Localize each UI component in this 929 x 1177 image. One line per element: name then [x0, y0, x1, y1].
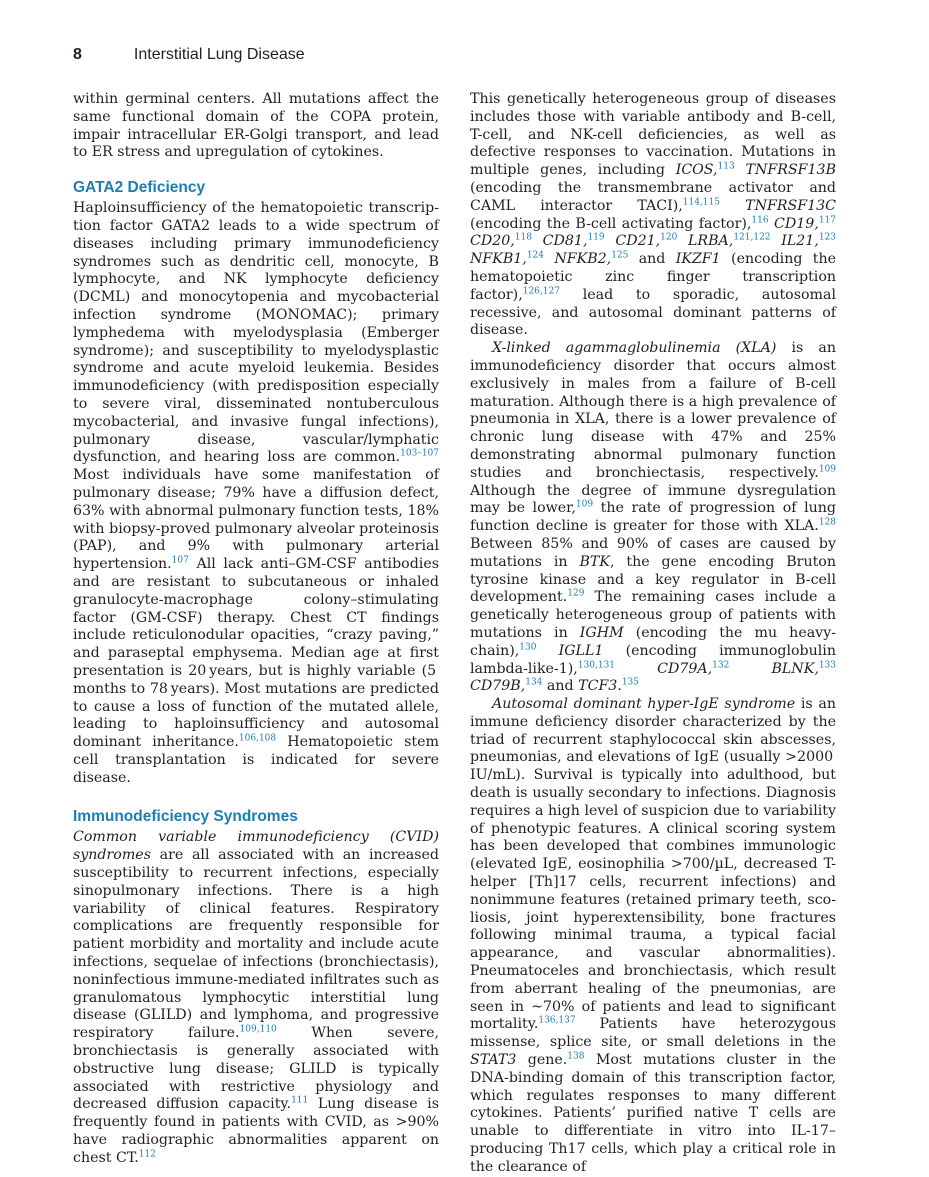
gene-lrba: LRBA, — [688, 233, 734, 250]
citation-ref[interactable]: 109 — [575, 499, 594, 510]
citation-ref[interactable]: 109 — [818, 464, 836, 474]
paragraph-copa-continued — [73, 91, 439, 162]
gene-igll1: IGLL1 — [558, 642, 604, 659]
term-cvid: Common variable immunodeficiency (CVID) syndromes — [73, 829, 439, 864]
paragraph-hyper-ige — [470, 696, 836, 1177]
citation-ref[interactable]: 116 — [751, 214, 769, 225]
gene-blnk: BLNK, — [771, 660, 819, 677]
text-run: The remaining cases include a genetically heterogeneous group of patients with mutations in — [470, 589, 836, 641]
text-run: within germinal centers. All mutations affect the same functional domain of the COPA protein, impair intracellular ER-Golgi transport, and lead to ER stress and upregulation of cytokines. — [73, 91, 439, 161]
text-run: is an immune deficiency disorder characterized by the triad of recurrent staphylococcal skin abscesses, pneumonias, and elevations of IgE (usually >2000 IU/mL). Survival is typically into adulthood, but death is usually secondary to infections. Diagnosis requires a high level of suspicion due to variability of phenotypic features. A clinical scoring system has been developed that combines immunologic (elevated IgE, eosinophilia >700/µL, decreased T-helper [Th]17 cells, recurrent infections) and nonimmune features (retained primary teeth, scoliosis, joint hyperextensibility, bone fractures following minimal trauma, a typical facial appearance, and vascular abnormalities). Pneumatoceles and bronchiectasis, which result from aberrant healing of the pneumonias, are seen in ~70% of patients and lead to significant mortality. — [470, 696, 836, 1033]
citation-ref[interactable]: 124 — [526, 250, 545, 261]
citation-ref[interactable]: 126,127 — [522, 286, 560, 297]
text-run: is an immunodeficiency disorder that occurs almost exclusively in males from a failure of B-cell maturation. Although there is a high prevalence of pneumonia in XLA, there is a lower prevalence of chronic lung disease with 47% and 25% demonstrating abnormal pulmonary function studies and bronchiectasis, respectively. — [470, 340, 836, 481]
citation-ref[interactable]: 134 — [525, 677, 543, 688]
text-run: All lack anti–GM-CSF antibodies and are resistant to subcutaneous or inhaled granulocyte-macrophage colony–stimulating factor (GM-CSF) therapy. Chest CT findings include reticulonodular opacities, “crazy paving,” and paraseptal emphysema. Median age at first presentation is 20 years, but is highly variable (5 months to 78 years). Most mutations are predicted to cause a loss of function of the mutated allele, leading to haploinsufficiency and autosomal dominant inheritance. — [73, 556, 439, 751]
text-run: (encoding the hematopoietic zinc finger transcription factor), — [470, 251, 836, 303]
citation-ref[interactable]: 119 — [587, 232, 605, 243]
running-header — [73, 46, 305, 64]
text-run: Lung disease is frequently found in patients with CVID, as >90% have radiographic abnormalities apparent on chest CT. — [73, 1096, 439, 1166]
text-run: the rate of progression of lung function decline is greater for those with XLA. — [470, 500, 836, 535]
citation-ref[interactable]: 123 — [818, 232, 836, 243]
gene-cd20: CD20, — [470, 233, 515, 250]
gene-tcf3: TCF3. — [578, 678, 622, 695]
citation-ref[interactable]: 120 — [660, 232, 678, 243]
citation-ref[interactable]: 125 — [611, 250, 629, 261]
gene-cd81: CD81, — [542, 233, 588, 250]
gene-tnfrsf13b: TNFRSF13B — [745, 162, 836, 179]
citation-ref[interactable]: 128 — [818, 517, 836, 528]
citation-ref[interactable]: 121,122 — [733, 232, 771, 243]
text-run: Although the degree of immune dysregulation may be lower, — [470, 482, 836, 517]
gene-icos: ICOS, — [675, 162, 718, 179]
paragraph-gata2 — [73, 200, 439, 787]
citation-ref[interactable]: 118 — [514, 232, 532, 243]
citation-ref[interactable]: 111 — [291, 1095, 309, 1106]
paragraph-xla — [470, 340, 836, 696]
text-run: Between 85% and 90% of cases are caused by mutations in — [470, 535, 836, 570]
term-hyper-ige: Autosomal dominant hyper-IgE syndrome — [492, 696, 796, 713]
gene-il21: IL21, — [781, 233, 819, 250]
citation-ref[interactable]: 129 — [567, 588, 585, 599]
right-column — [470, 91, 836, 1177]
gene-cd79a: CD79A, — [657, 660, 713, 677]
citation-ref[interactable]: 106,108 — [238, 733, 277, 744]
citation-ref[interactable]: 138 — [567, 1051, 585, 1062]
citation-ref[interactable]: 133 — [818, 659, 837, 670]
gene-btk: BTK — [579, 553, 610, 570]
gene-ighm: IGHM — [579, 624, 624, 641]
gene-nfkb1: NFKB1, — [470, 251, 527, 268]
gene-stat3: STAT3 — [470, 1052, 517, 1069]
gene-ikzf1: IKZF1 — [675, 251, 721, 268]
text-run: (encoding the B-cell activating factor), — [470, 215, 752, 232]
paragraph-cvid — [73, 829, 439, 1167]
citation-ref[interactable]: 114,115 — [682, 197, 720, 208]
text-run: are all associated with an increased susceptibility to recurrent infections, especially sinopulmonary infections. There is a high variability of clinical features. Respiratory complications are frequently responsible for patient morbidity and mortality and include acute infections, sequelae of infections (bronchiectasis), noninfectious immune-mediated infiltrates such as granulomatous lymphocytic interstitial lung disease (GLILD) and lymphoma, and progressive respiratory failure. — [73, 847, 439, 1042]
gene-cd79b: CD79B, — [470, 678, 526, 695]
text-run: This genetically heterogeneous group of diseases includes those with variable antibody and B-cell, T-cell, and NK-cell deficiencies, as well as defective responses to vaccination. Mutations in multiple genes, including — [470, 91, 836, 179]
gene-nfkb2: NFKB2, — [554, 251, 612, 268]
text-run: gene. — [516, 1052, 568, 1069]
citation-ref[interactable]: 132 — [712, 659, 730, 670]
gene-cd19: CD19, — [774, 215, 819, 232]
text-run: (encoding the mu heavy-chain), — [470, 624, 836, 659]
running-title: Interstitial Lung Disease — [133, 46, 305, 63]
text-run: and — [542, 678, 579, 695]
section-heading-gata2: GATA2 Deficiency — [73, 179, 206, 197]
citation-ref[interactable]: 112 — [138, 1149, 156, 1160]
section-heading-immunodeficiency: Immunodeficiency Syndromes — [73, 808, 298, 826]
citation-ref[interactable]: 109,110 — [239, 1024, 277, 1035]
citation-ref[interactable]: 136,137 — [538, 1015, 576, 1026]
citation-ref[interactable]: 135 — [621, 677, 640, 688]
citation-ref[interactable]: 103–107 — [400, 448, 439, 459]
text-run: (encoding immunoglobulin lambda-like-1), — [470, 642, 836, 677]
term-xla: X-linked agammaglobulinemia (XLA) — [492, 340, 777, 357]
citation-ref[interactable]: 117 — [818, 214, 836, 225]
left-column — [73, 91, 439, 1168]
text-run: Most mutations cluster in the DNA-binding domain of this transcription factor, which regulates responses to many different cytokines. Patients’ purified native T cells are unable to differentiate in vitro into IL-17–producing Th17 cells, which play a critical role in the clearance of — [470, 1052, 836, 1175]
gene-cd21: CD21, — [615, 233, 661, 250]
text-run: (encoding the transmembrane activator and CAML interactor TACI), — [470, 179, 836, 214]
text-run: Haploinsufficiency of the hematopoietic transcription factor GATA2 leads to a wide spectrum of diseases including primary immunodeficiency syndromes such as dendritic cell, monocyte, B lymphocyte, and NK lymphocyte deficiency (DCML) and monocytopenia and mycobacterial infection syndrome (MONOMAC); primary lymphedema with myelodysplasia (Emberger syndrome); and susceptibility to myelodysplastic syndrome and acute myeloid leukemia. Besides immunodeficiency (with predisposition especially to severe viral, disseminated nontuberculous mycobacterial, and invasive fungal infections), pulmonary disease, vascular/lymphatic dysfunction, and hearing loss are common. — [73, 200, 439, 466]
paragraph-genetic-heterogeneity — [470, 91, 836, 340]
gene-tnfrsf13c: TNFRSF13C — [745, 197, 836, 214]
text-run: lead to sporadic, autosomal recessive, and autosomal dominant patterns of disease. — [470, 286, 836, 339]
text-run: Hematopoietic stem cell transplantation is indicated for severe disease. — [73, 734, 439, 786]
text-run: Most individuals have some manifestation of pulmonary disease; 79% have a diffusion defect, 63% with abnormal pulmonary function tests, 18% with biopsy-proved pulmonary alveolar proteinosis (PAP), and 9% with pulmonary arterial hypertension. — [73, 467, 439, 573]
page-number: 8 — [73, 46, 82, 63]
citation-ref[interactable]: 107 — [171, 555, 189, 566]
citation-ref[interactable]: 130 — [519, 641, 537, 652]
text-run: and — [628, 251, 676, 268]
text-run: Patients have heterozygous missense, splice site, or small deletions in the — [470, 1016, 836, 1051]
text-run: , the gene encoding Bruton tyrosine kinase and a key regulator in B-cell development. — [470, 553, 836, 606]
text-run: When severe, bronchiectasis is generally associated with obstructive lung disease; GLILD is typically associated with restrictive physiology and decreased diffusion capacity. — [73, 1025, 439, 1113]
citation-ref[interactable]: 130,131 — [577, 659, 616, 670]
citation-ref[interactable]: 113 — [717, 161, 735, 172]
